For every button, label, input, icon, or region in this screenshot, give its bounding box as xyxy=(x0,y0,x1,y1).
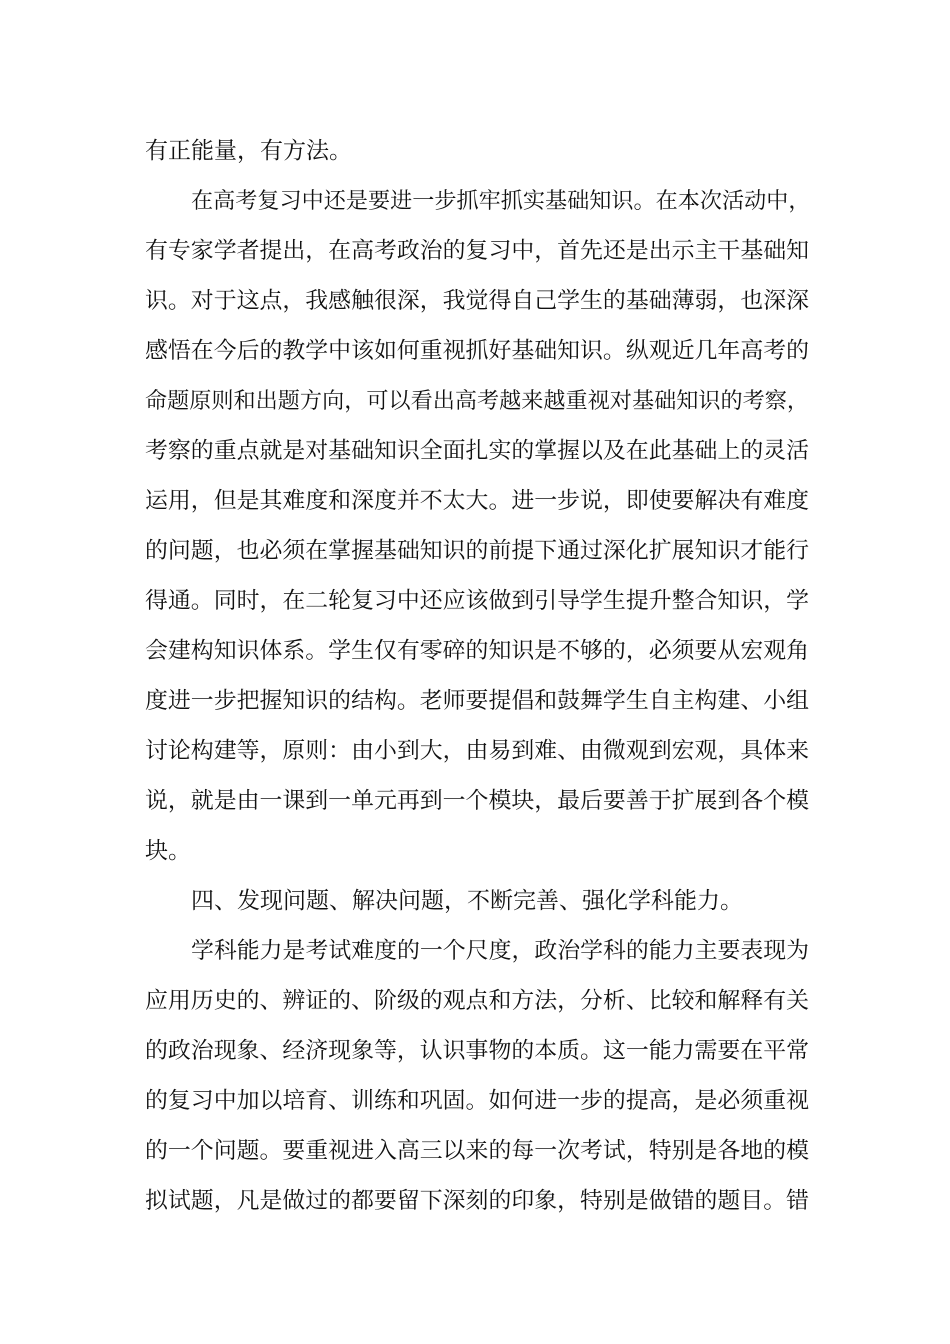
text-line: 在高考复习中还是要进一步抓牢抓实基础知识。在本次活动中， xyxy=(191,188,811,214)
text-line: 应用历史的、辨证的、阶级的观点和方法，分析、比较和解释有关 xyxy=(145,988,809,1014)
text-line: 的问题，也必须在掌握基础知识的前提下通过深化扩展知识才能行 xyxy=(145,538,809,564)
text-line: 感悟在今后的教学中该如何重视抓好基础知识。纵观近几年高考的 xyxy=(145,338,809,364)
text-line: 识。对于这点，我感触很深，我觉得自己学生的基础薄弱，也深深 xyxy=(145,288,809,314)
text-line: 考察的重点就是对基础知识全面扎实的掌握以及在此基础上的灵活 xyxy=(145,438,809,464)
text-line: 有正能量，有方法。 xyxy=(145,138,352,164)
text-line: 的政治现象、经济现象等，认识事物的本质。这一能力需要在平常 xyxy=(145,1038,809,1064)
text-line: 块。 xyxy=(145,838,191,864)
section-heading: 四、发现问题、解决问题，不断完善、强化学科能力。 xyxy=(191,888,743,914)
text-line: 运用，但是其难度和深度并不太大。进一步说，即使要解决有难度 xyxy=(145,488,809,514)
document-body xyxy=(145,126,809,1226)
text-line: 命题原则和出题方向，可以看出高考越来越重视对基础知识的考察， xyxy=(145,388,809,414)
text-line: 得通。同时，在二轮复习中还应该做到引导学生提升整合知识，学 xyxy=(145,588,809,614)
text-line: 的一个问题。要重视进入高三以来的每一次考试，特别是各地的模 xyxy=(145,1138,809,1164)
text-line: 讨论构建等，原则：由小到大，由易到难、由微观到宏观，具体来 xyxy=(145,738,809,764)
text-line: 拟试题，凡是做过的都要留下深刻的印象，特别是做错的题目。错 xyxy=(145,1188,809,1214)
text-line: 有专家学者提出，在高考政治的复习中，首先还是出示主干基础知 xyxy=(145,238,809,264)
text-line: 说，就是由一课到一单元再到一个模块，最后要善于扩展到各个模 xyxy=(145,788,809,814)
text-line: 学科能力是考试难度的一个尺度，政治学科的能力主要表现为 xyxy=(191,938,810,964)
text-line: 的复习中加以培育、训练和巩固。如何进一步的提高，是必须重视 xyxy=(145,1088,809,1114)
text-line: 会建构知识体系。学生仅有零碎的知识是不够的，必须要从宏观角 xyxy=(145,638,809,664)
text-line: 度进一步把握知识的结构。老师要提倡和鼓舞学生自主构建、小组 xyxy=(145,688,809,714)
